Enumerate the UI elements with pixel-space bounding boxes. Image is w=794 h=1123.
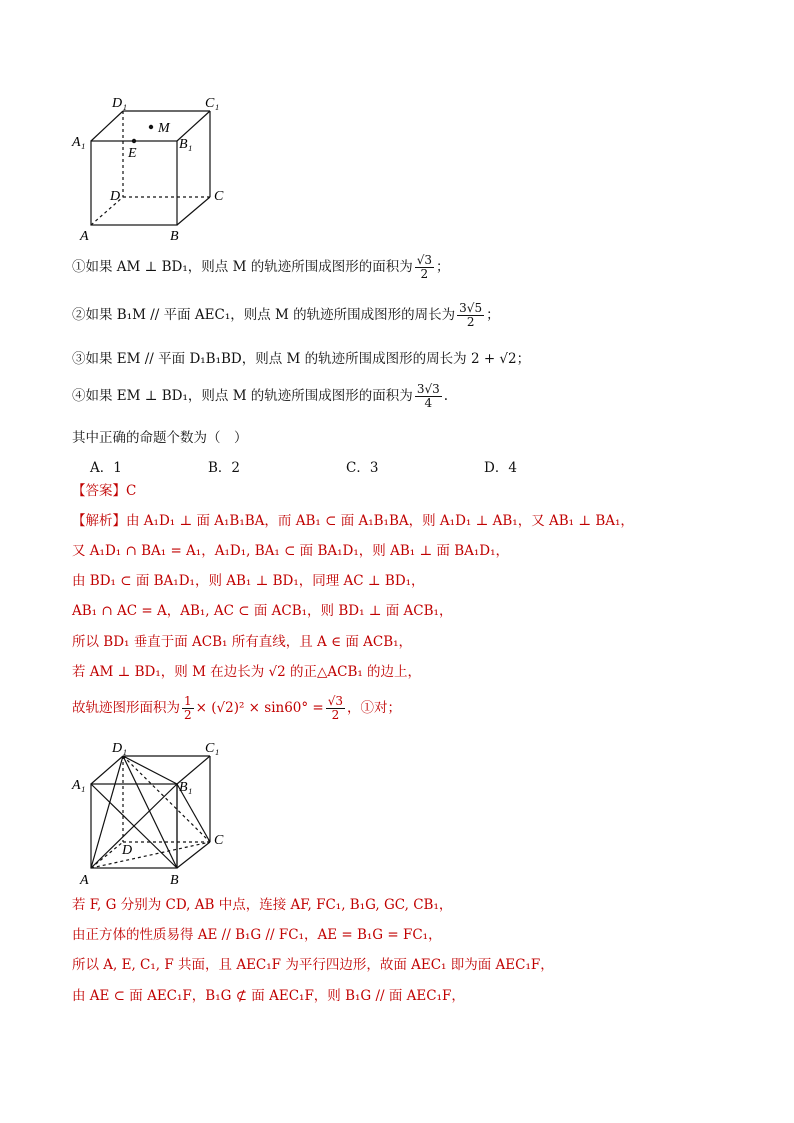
svg-text:M: M — [158, 121, 170, 136]
point-m — [149, 125, 153, 129]
answer: 【答案】C — [72, 483, 137, 499]
statement-2: ②如果 B₁M // 平面 AEC₁，则点 M 的轨迹所围成图形的周长为 $\frac{3√5}{2}$ ； — [72, 301, 500, 329]
option-d: D．4 — [484, 460, 517, 476]
svg-text:A: A — [80, 873, 89, 888]
svg-text:A₁: A₁ — [72, 778, 86, 793]
analysis-line-6: 若 AM ⊥ BD₁，则 M 在边长为 √2 的正△ACB₁ 的边上， — [72, 664, 422, 680]
analysis2-line-3: 所以 A, E, C₁, F 共面，且 AEC₁F 为平行四边形，故面 AEC₁ 即为面 AEC₁F， — [72, 957, 554, 973]
svg-text:B₁: B₁ — [179, 137, 193, 152]
question: 其中正确的命题个数为（ ） — [72, 430, 248, 446]
analysis2-line-2: 由正方体的性质易得 AE // B₁G // FC₁，AE = B₁G = FC₁， — [72, 927, 442, 943]
cube-figure-2 — [70, 736, 240, 888]
cube-figure-1 — [70, 90, 240, 250]
svg-text:D: D — [122, 843, 133, 858]
svg-text:C: C — [214, 189, 224, 204]
analysis-line-5: 所以 BD₁ 垂直于面 ACB₁ 所有直线，且 A ∈ 面 ACB₁， — [72, 634, 413, 650]
statement-1: ①如果 AM ⊥ BD₁，则点 M 的轨迹所围成图形的面积为 $\frac{√3}{2}$ ； — [72, 253, 450, 281]
analysis-area-line: 故轨迹图形面积为 $\frac{1}{2}$ × (√2)² × sin60° = $\frac{√3}{2}$ ，①对； — [72, 694, 402, 722]
analysis-line-1: 【解析】由 A₁D₁ ⊥ 面 A₁B₁BA，而 AB₁ ⊂ 面 A₁B₁BA，则 A₁D₁ ⊥ AB₁，又 AB₁ ⊥ BA₁， — [72, 513, 634, 529]
svg-text:C₁: C₁ — [205, 741, 220, 756]
analysis2-line-4: 由 AE ⊂ 面 AEC₁F，B₁G ⊄ 面 AEC₁F，则 B₁G // 面 AEC₁F， — [72, 988, 465, 1004]
analysis2-line-1: 若 F, G 分别为 CD, AB 中点，连接 AF, FC₁, B₁G, GC, CB₁， — [72, 897, 453, 913]
analysis-line-2: 又 A₁D₁ ∩ BA₁ = A₁，A₁D₁, BA₁ ⊂ 面 BA₁D₁，则 AB₁ ⊥ 面 BA₁D₁， — [72, 543, 510, 559]
svg-text:D: D — [110, 189, 121, 204]
option-c: C．3 — [346, 460, 379, 476]
svg-text:D₁: D₁ — [112, 96, 127, 111]
svg-text:C₁: C₁ — [205, 96, 220, 111]
svg-text:B: B — [170, 229, 179, 244]
svg-text:A: A — [80, 229, 89, 244]
analysis-line-3: 由 BD₁ ⊂ 面 BA₁D₁，则 AB₁ ⊥ BD₁，同理 AC ⊥ BD₁， — [72, 573, 425, 589]
svg-text:C: C — [214, 833, 224, 848]
svg-text:A₁: A₁ — [72, 135, 86, 150]
svg-text:D₁: D₁ — [112, 741, 127, 756]
svg-text:B₁: B₁ — [179, 780, 193, 795]
option-a: A．1 — [90, 460, 122, 476]
statement-4: ④如果 EM ⊥ BD₁，则点 M 的轨迹所围成图形的面积为 $\frac{3√3}{4}$ . — [72, 382, 449, 410]
analysis-line-4: AB₁ ∩ AC = A，AB₁, AC ⊂ 面 ACB₁，则 BD₁ ⊥ 面 ACB₁， — [72, 603, 453, 619]
option-b: B．2 — [208, 460, 241, 476]
svg-text:E: E — [128, 146, 137, 161]
point-e — [132, 139, 136, 143]
statement-3: ③如果 EM // 平面 D₁B₁BD，则点 M 的轨迹所围成图形的周长为 2 + √2； — [72, 351, 531, 367]
svg-text:B: B — [170, 873, 179, 888]
